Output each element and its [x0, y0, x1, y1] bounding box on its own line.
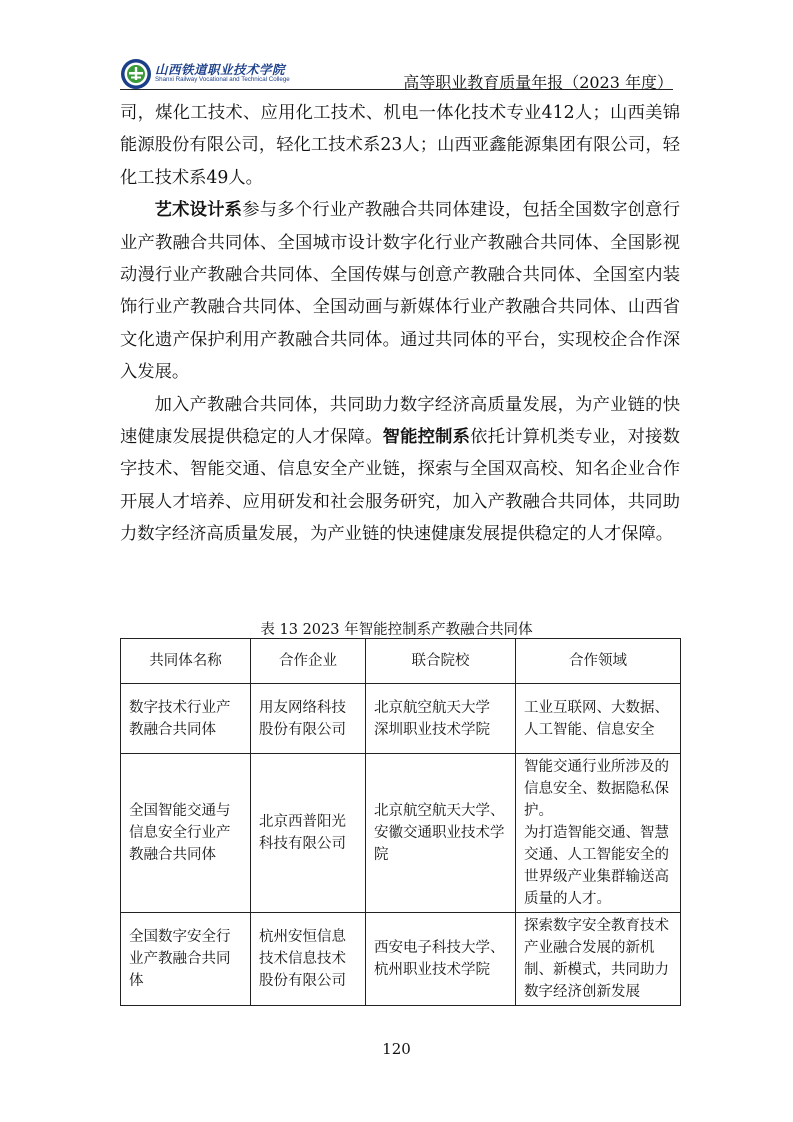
report-title: 高等职业教育质量年报（2023 年度）	[403, 73, 673, 92]
header-cell: 共同体名称	[121, 639, 251, 684]
header-divider	[120, 89, 673, 90]
table-cell: 工业互联网、大数据、人工智能、信息安全	[516, 684, 681, 754]
table-cell: 北京航空航天大学 深圳职业技术学院	[366, 684, 516, 754]
header-cell: 合作领域	[516, 639, 681, 684]
table-cell: 北京航空航天大学、安徽交通职业技术学院	[366, 754, 516, 913]
dept-art-design: 艺术设计系	[154, 200, 243, 221]
table-cell: 西安电子科技大学、杭州职业技术学院	[366, 913, 516, 1006]
page-header	[120, 58, 673, 91]
header-cell: 合作企业	[251, 639, 366, 684]
table-cell: 北京西普阳光科技有限公司	[251, 754, 366, 913]
header-cell: 联合院校	[366, 639, 516, 684]
table-cell: 全国智能交通与信息安全行业产教融合共同体	[121, 754, 251, 913]
table-cell: 数字技术行业产教融合共同体	[121, 684, 251, 754]
table-cell: 用友网络科技股份有限公司	[251, 684, 366, 754]
paragraph-3-text-b: 依托计算机类专业，对接数字技术、智能交通、信息安全产业链，探索与全国双高校、知名企业合作开展人才培养、应用研发和社会服务研究，加入产教融合共同体，共同助力数字经济高质量发展，为产业链的快速健康发展提供稳定的人才保障。	[120, 427, 680, 545]
table-caption: 表 13 2023 年智能控制系产教融合共同体	[260, 622, 533, 638]
paragraph-3-text-a: 加入产教融合共同体，共同助力数字经济高质量发展，为产业链的快速健康发展提供稳定的人才保障。	[120, 394, 680, 448]
community-table	[120, 638, 681, 1006]
table-row	[121, 913, 681, 1006]
table-cell: 全国数字安全行业产教融合共同体	[121, 913, 251, 1006]
dept-intelligent-control: 智能控制系	[382, 427, 471, 448]
body-text	[120, 97, 680, 551]
paragraph-1: 司，煤化工技术、应用化工技术、机电一体化技术专业412人；山西美锦能源股份有限公司，轻化工技术系23人；山西亚鑫能源集团有限公司，轻化工技术系49人。	[120, 103, 680, 188]
table-row	[121, 684, 681, 754]
table-cell: 杭州安恒信息技术信息技术股份有限公司	[251, 913, 366, 1006]
logo-text-english: Shanxi Railway Vocational and Technical College	[155, 76, 290, 83]
table-row	[121, 754, 681, 913]
paragraph-2-text: 参与多个行业产教融合共同体建设，包括全国数字创意行业产教融合共同体、全国城市设计数字化行业产教融合共同体、全国影视动漫行业产教融合共同体、全国传媒与创意产教融合共同体、全国室内装饰行业产教融合共同体、全国动画与新媒体行业产教融合共同体、山西省文化遗产保护利用产教融合共同体。通过共同体的平台，实现校企合作深入发展。	[120, 200, 680, 383]
paragraph-3	[120, 389, 680, 551]
table-cell: 探索数字安全教育技术产业融合发展的新机制、新模式，共同助力数字经济创新发展	[516, 913, 681, 1006]
table-header-row	[121, 639, 681, 684]
college-logo-icon	[120, 58, 152, 90]
logo-text-chinese: 山西铁道职业技术学院	[155, 62, 286, 77]
page-number: 120	[382, 1040, 411, 1058]
table-cell: 智能交通行业所涉及的信息安全、数据隐私保护。 为打造智能交通、智慧交通、人工智能安全的世界级产业集群输送高质量的人才。	[516, 754, 681, 913]
paragraph-2	[120, 194, 680, 388]
